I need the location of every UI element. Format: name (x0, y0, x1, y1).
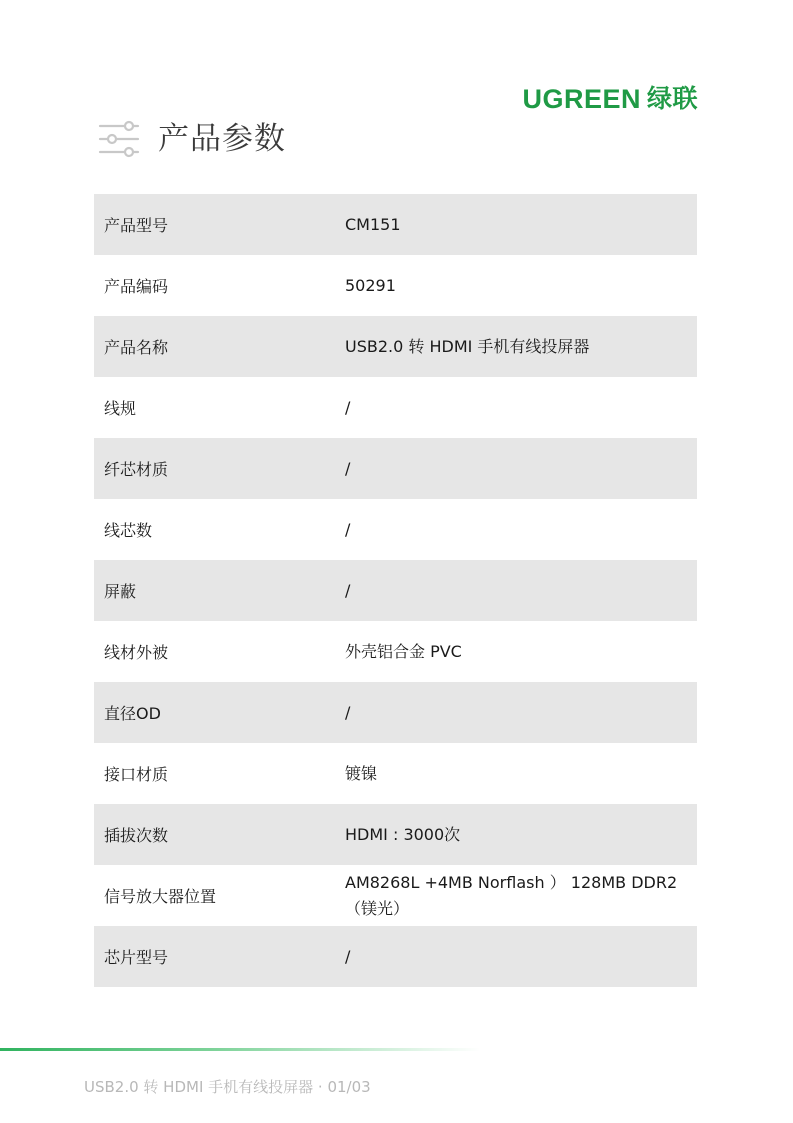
param-value: 镀镍 (345, 763, 378, 783)
logo-text-en: UGREEN (522, 84, 641, 114)
param-row-shielding (94, 560, 697, 621)
param-value: CM151 (345, 214, 401, 234)
param-value: / (345, 458, 351, 478)
ugreen-logo (522, 84, 698, 114)
param-row-gauge (94, 377, 697, 438)
param-value: HDMI : 3000次 (345, 824, 461, 844)
param-value: 50291 (345, 275, 396, 295)
footer-divider (0, 1048, 480, 1051)
param-value: / (345, 702, 351, 722)
param-row-model (94, 194, 697, 255)
param-label: 芯片型号 (104, 948, 169, 967)
param-value: / (345, 946, 351, 966)
param-row-core-material (94, 438, 697, 499)
param-row-amplifier (94, 865, 697, 926)
param-row-connector-material (94, 743, 697, 804)
page-title: 产品参数 (158, 121, 286, 157)
param-label: 产品名称 (104, 338, 169, 357)
filter-sliders-icon (98, 118, 140, 160)
param-label: 线规 (104, 399, 137, 418)
param-label: 接口材质 (104, 765, 169, 784)
param-row-core-count (94, 499, 697, 560)
param-row-insertion-cycles (94, 804, 697, 865)
param-label: 线材外被 (104, 643, 169, 662)
param-label: 线芯数 (104, 521, 153, 540)
params-table (94, 194, 697, 987)
param-label: 屏蔽 (104, 582, 137, 601)
param-label: 产品编码 (104, 277, 169, 296)
param-value: / (345, 580, 351, 600)
param-label: 直径OD (104, 704, 161, 723)
param-row-jacket (94, 621, 697, 682)
param-row-name (94, 316, 697, 377)
param-label: 插拔次数 (104, 826, 169, 845)
param-value: AM8268L +4MB Norflash ） 128MB DDR2 （镁光） (345, 872, 678, 918)
param-label: 纤芯材质 (104, 460, 169, 479)
param-row-chip-model (94, 926, 697, 987)
param-value: USB2.0 转 HDMI 手机有线投屏器 (345, 336, 590, 356)
param-row-code (94, 255, 697, 316)
logo-text-cn: 绿联 (646, 84, 698, 113)
section-header (98, 118, 286, 160)
param-value: 外壳铝合金 PVC (345, 641, 462, 661)
param-value: / (345, 397, 351, 417)
param-value: / (345, 519, 351, 539)
param-label: 产品型号 (104, 216, 169, 235)
param-row-diameter (94, 682, 697, 743)
footer-page-info: USB2.0 转 HDMI 手机有线投屏器 · 01/03 (84, 1078, 371, 1096)
param-label: 信号放大器位置 (104, 887, 217, 906)
